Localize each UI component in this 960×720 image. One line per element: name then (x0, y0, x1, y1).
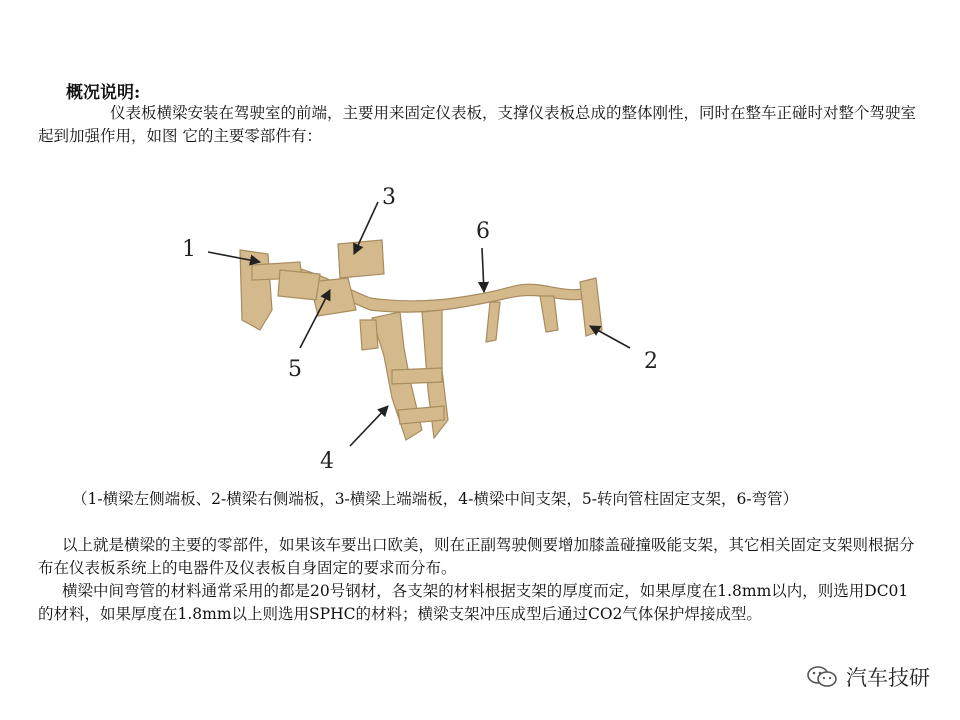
intro-paragraph: 仪表板横梁安装在驾驶室的前端，主要用来固定仪表板，支撑仪表板总成的整体刚性，同时在整车正碰时对整个驾驶室起到加强作用，如图 它的主要零部件有： (38, 104, 917, 145)
callout-6: 6 (476, 219, 490, 244)
watermark (806, 662, 930, 692)
watermark-text: 汽车技研 (846, 666, 930, 690)
beam-structure (240, 240, 602, 440)
callout-4: 4 (320, 449, 334, 474)
body-paragraph: 以上就是横梁的主要的零部件，如果该车要出口欧美，则在正副驾驶侧要增加膝盖碰撞吸能支架，其它相关固定支架则根据分布在仪表板系统上的电器件及仪表板自身固定的要求而分布。 (38, 536, 915, 577)
callout-5: 5 (288, 357, 302, 382)
upper-end-plate (338, 240, 384, 278)
callout-3: 3 (382, 185, 396, 210)
section-heading: 概况说明: (66, 83, 141, 103)
callout-1: 1 (182, 237, 196, 262)
cross-beam-diagram (160, 170, 700, 480)
diagram-caption: （1-横梁左侧端板、2-横梁右侧端板，3-横梁上端端板，4-横梁中间支架，5-转向管柱固定支架，6-弯管） (72, 490, 799, 508)
callout-2: 2 (644, 349, 658, 374)
body-paragraph: 横梁中间弯管的材料通常采用的都是20号钢材，各支架的材料根据支架的厚度而定，如果厚度在1.8mm以内，则选用DC01的材料，如果厚度在1.8mm以上则选用SPHC的材料；横梁支架冲压成型后通过CO2气体保护焊接成型。 (38, 582, 909, 623)
wechat-icon (806, 664, 838, 690)
